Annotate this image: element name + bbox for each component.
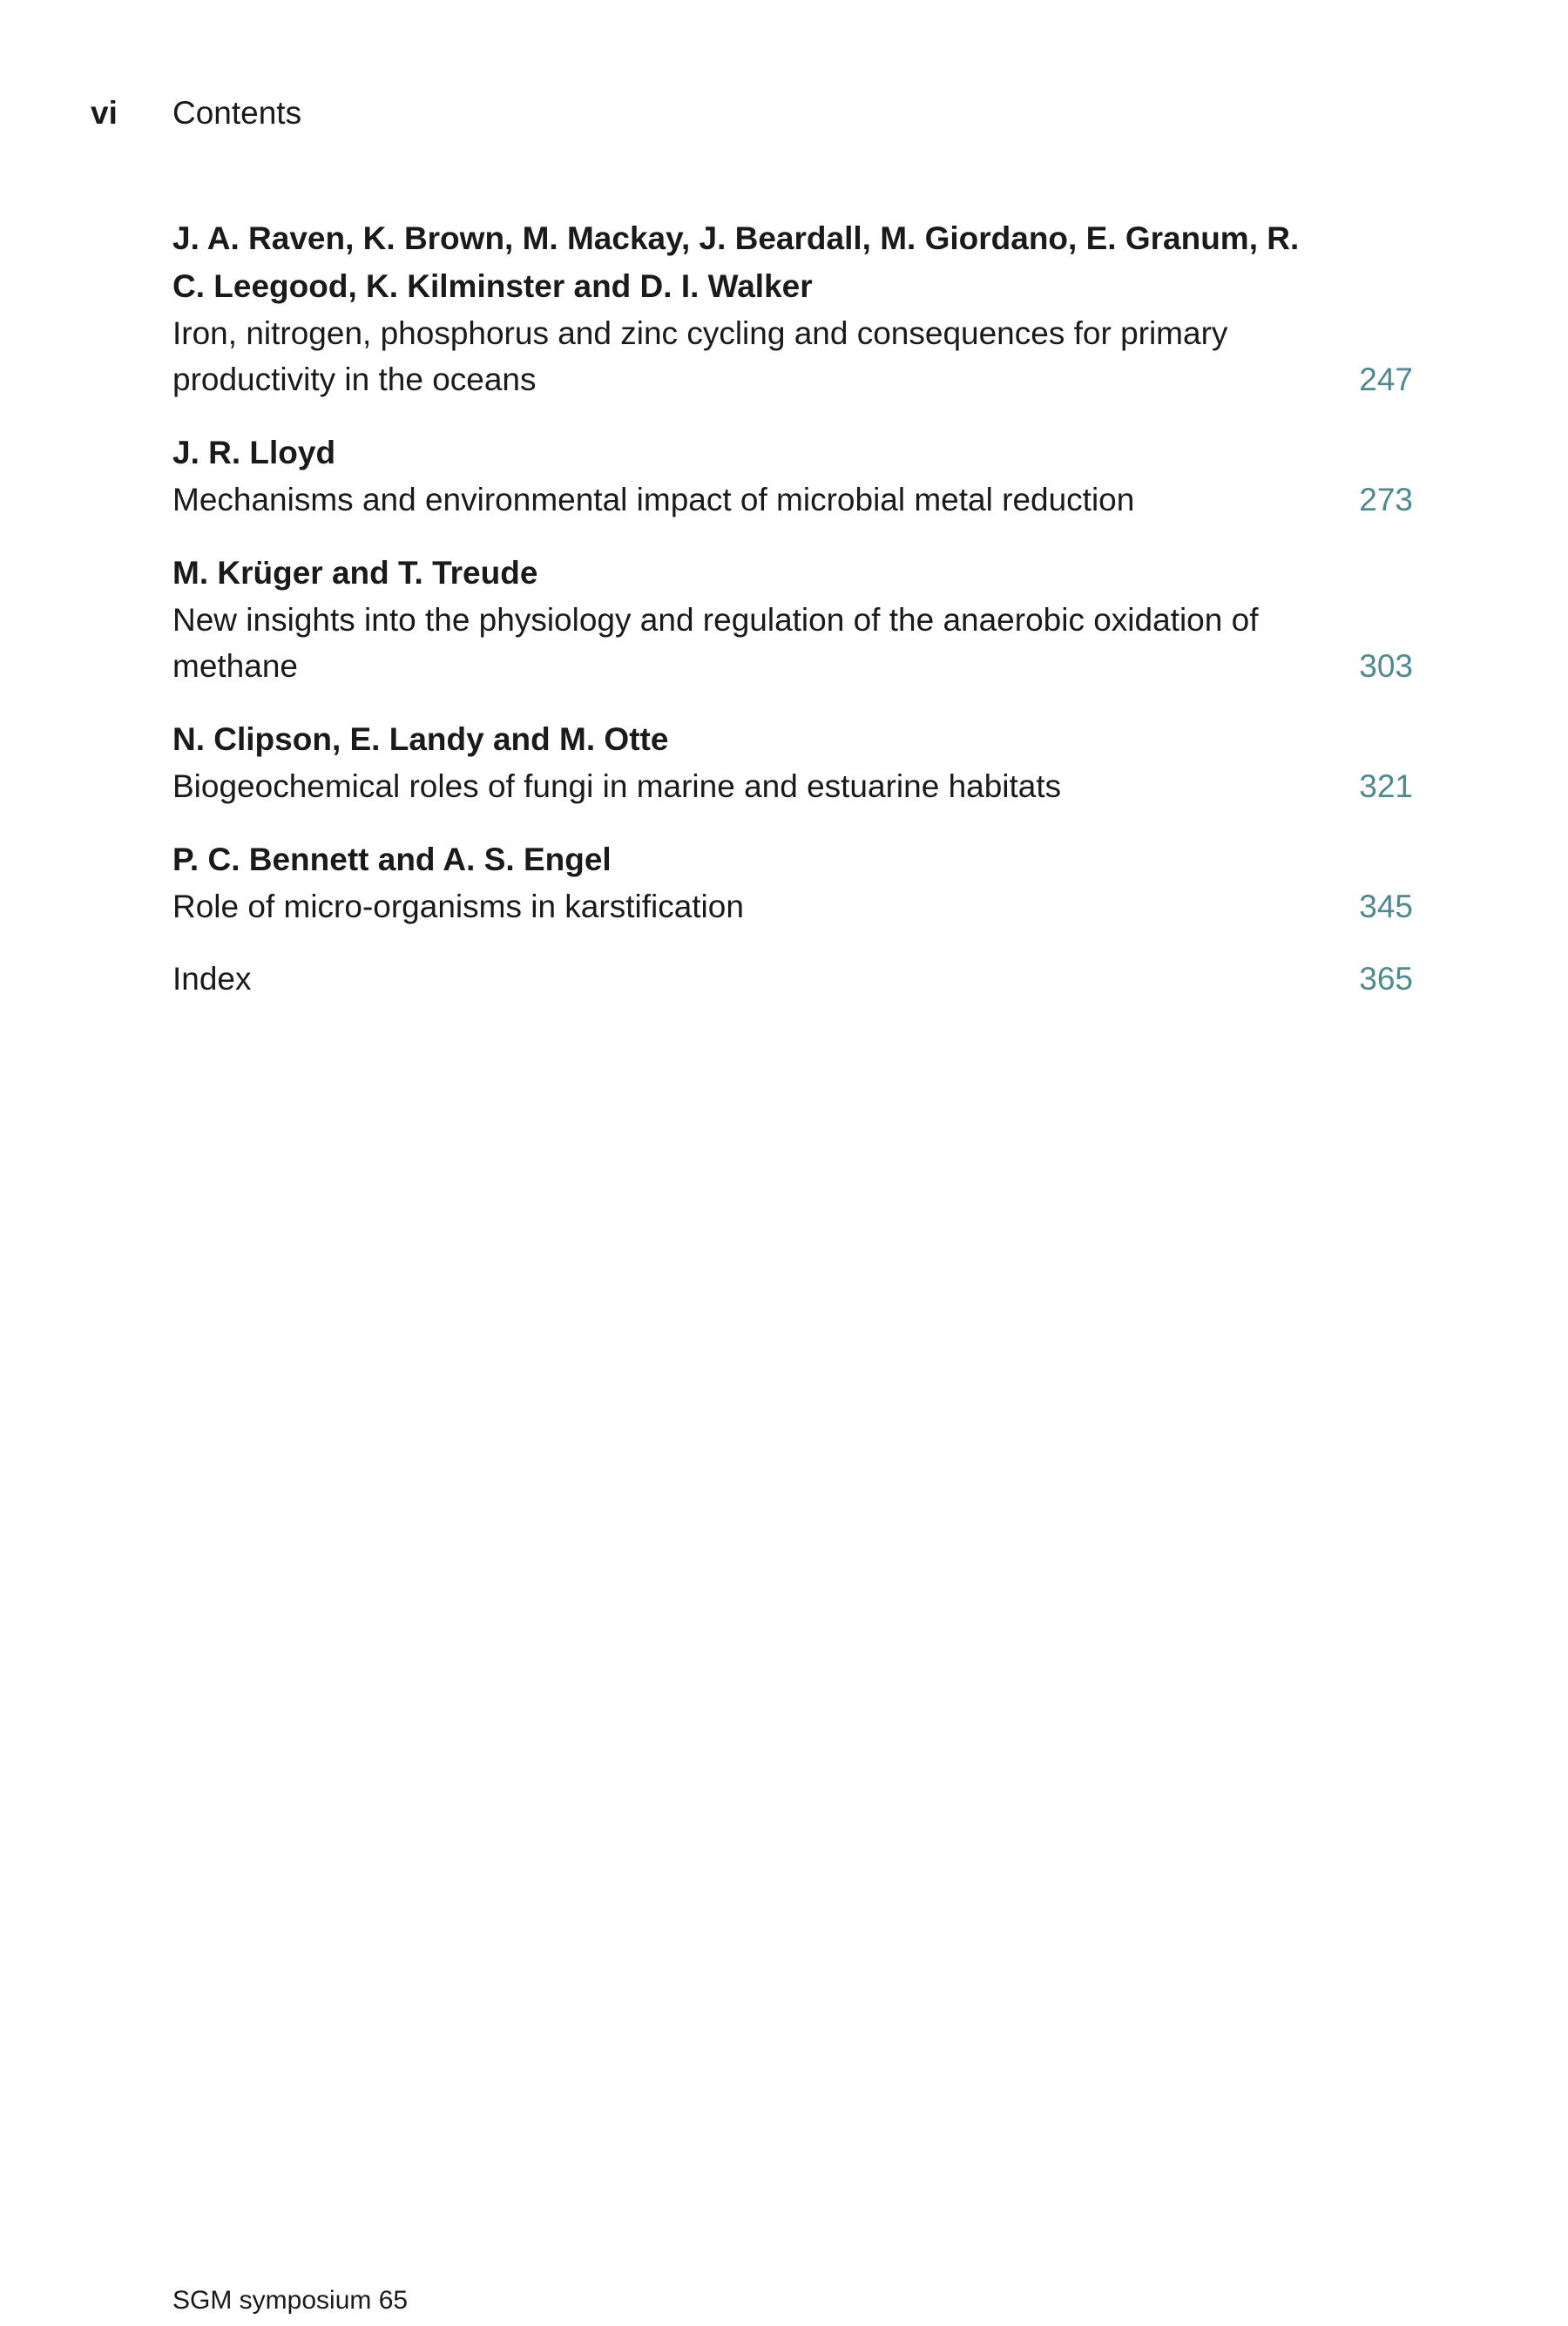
- table-of-contents: [172, 214, 1413, 1028]
- toc-entry[interactable]: [172, 429, 1413, 523]
- toc-entry-page-number[interactable]: 247: [1359, 362, 1413, 397]
- toc-entry-page-number[interactable]: 321: [1359, 768, 1413, 804]
- toc-entry-title: Biogeochemical roles of fungi in marine and estuarine habitats: [172, 768, 1062, 804]
- page-folio: vi: [91, 95, 118, 131]
- toc-entry-page-number[interactable]: 303: [1359, 648, 1413, 684]
- toc-index-page-number[interactable]: 365: [1359, 961, 1413, 997]
- toc-entry[interactable]: [172, 549, 1413, 689]
- toc-entry-title: Iron, nitrogen, phosphorus and zinc cycling and consequences for primary productivity in the oceans: [172, 315, 1228, 397]
- toc-entry[interactable]: [172, 715, 1413, 809]
- toc-entry-title: Mechanisms and environmental impact of microbial metal reduction: [172, 482, 1135, 517]
- toc-entry-authors: J. A. Raven, K. Brown, M. Mackay, J. Beardall, M. Giordano, E. Granum, R. C. Leegood, K. Kilminster and D. I. Walker: [172, 220, 1300, 304]
- toc-entry[interactable]: [172, 214, 1413, 402]
- toc-index-entry[interactable]: [172, 956, 1413, 1002]
- toc-entry-authors: P. C. Bennett and A. S. Engel: [172, 842, 612, 877]
- toc-index-label: Index: [172, 961, 252, 997]
- toc-entry-page-number[interactable]: 345: [1359, 889, 1413, 924]
- toc-entry-title: New insights into the physiology and regulation of the anaerobic oxidation of methane: [172, 602, 1259, 684]
- page-footer: SGM symposium 65: [172, 2286, 409, 2315]
- running-head: [91, 92, 301, 134]
- toc-entry-title: Role of micro-organisms in karstification: [172, 889, 744, 924]
- toc-entry-authors: J. R. Lloyd: [172, 435, 336, 470]
- toc-entry-page-number[interactable]: 273: [1359, 482, 1413, 517]
- toc-entry[interactable]: [172, 835, 1413, 930]
- toc-entry-authors: M. Krüger and T. Treude: [172, 555, 538, 591]
- toc-entry-authors: N. Clipson, E. Landy and M. Otte: [172, 721, 669, 757]
- section-title: Contents: [172, 95, 302, 131]
